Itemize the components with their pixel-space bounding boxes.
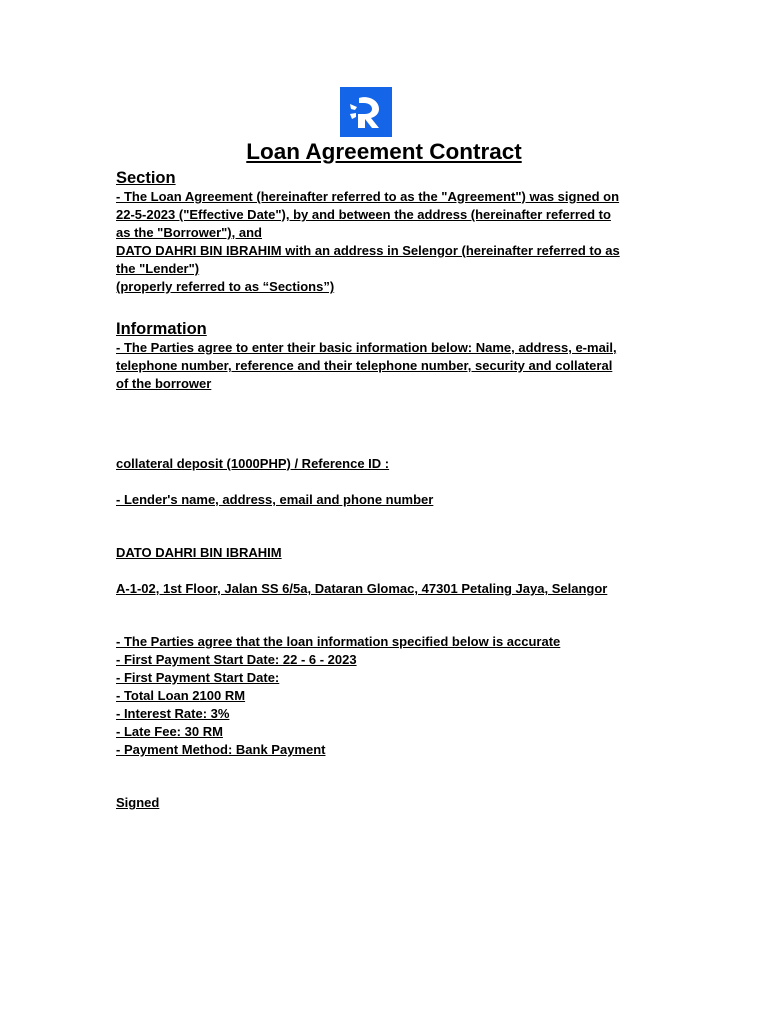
section-line: DATO DAHRI BIN IBRAHIM with an address in Selengor (hereinafter referred to as — [116, 243, 620, 258]
loan-info-line: - First Payment Start Date: 22 - 6 - 2023 — [116, 652, 357, 667]
information-line: of the borrower — [116, 376, 212, 391]
signed-label: Signed — [116, 795, 160, 810]
loan-info-line: - Total Loan 2100 RM — [116, 688, 246, 703]
loan-info-line: - Interest Rate: 3% — [116, 706, 230, 721]
section-heading: Section — [116, 169, 176, 187]
information-line: - The Parties agree to enter their basic information below: Name, address, e-mail, — [116, 340, 617, 355]
section-line: the "Lender") — [116, 261, 200, 276]
loan-info-line: - Payment Method: Bank Payment — [116, 742, 326, 757]
loan-info-line: - First Payment Start Date: — [116, 670, 280, 685]
loan-info-line: - Late Fee: 30 RM — [116, 724, 223, 739]
section-line: 22-5-2023 ("Effective Date"), by and between the address (hereinafter referred to — [116, 207, 611, 222]
information-line: telephone number, reference and their telephone number, security and collateral — [116, 358, 613, 373]
section-line: as the "Borrower"), and — [116, 225, 262, 240]
section-line: - The Loan Agreement (hereinafter referred to as the "Agreement") was signed on — [116, 189, 620, 204]
lender-address: A-1-02, 1st Floor, Jalan SS 6/5a, Dataran Glomac, 47301 Petaling Jaya, Selangor — [116, 581, 608, 596]
document-title: Loan Agreement Contract — [246, 139, 522, 164]
information-body — [116, 339, 617, 393]
loan-info-list — [116, 633, 560, 759]
section-body — [116, 188, 620, 296]
lender-name: DATO DAHRI BIN IBRAHIM — [116, 545, 282, 560]
fox-logo-icon — [340, 87, 392, 137]
collateral-reference: collateral deposit (1000PHP) / Reference ID : — [116, 456, 390, 471]
loan-info-line: - The Parties agree that the loan information specified below is accurate — [116, 634, 561, 649]
lender-info-label: - Lender's name, address, email and phone number — [116, 492, 434, 507]
section-line: (properly referred to as “Sections”) — [116, 279, 335, 294]
information-heading: Information — [116, 320, 207, 338]
